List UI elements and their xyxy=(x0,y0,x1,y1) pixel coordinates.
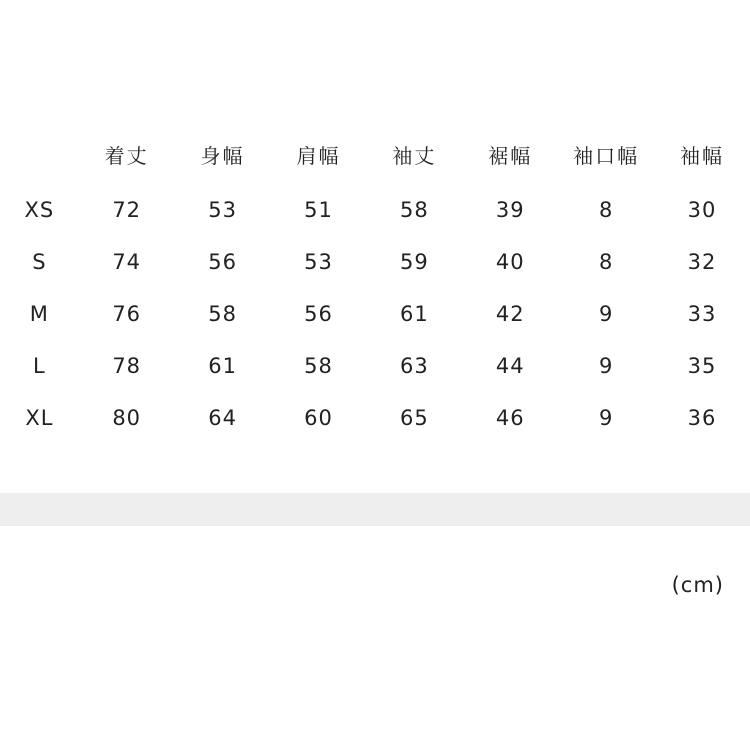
table-row xyxy=(0,184,750,236)
column-header-kitake: 着丈 xyxy=(104,143,149,168)
cell-xl-mihaba: 64 xyxy=(208,406,237,430)
cell-s-katahaba: 53 xyxy=(304,250,333,274)
cell-xs-sodehaba: 30 xyxy=(687,198,717,222)
cell-s-sodeguchihaba: 8 xyxy=(598,250,614,274)
cell-xl-susohaba: 46 xyxy=(495,406,525,430)
cell-s-mihaba: 56 xyxy=(208,250,237,274)
cell-xs-sodeguchihaba: 8 xyxy=(598,198,614,222)
cell-l-katahaba: 58 xyxy=(304,354,333,378)
table-row xyxy=(0,236,750,288)
cell-l-susohaba: 44 xyxy=(495,354,525,378)
cell-l-sodehaba: 35 xyxy=(687,354,717,378)
cell-xl-sodetake: 65 xyxy=(399,406,429,430)
cell-m-mihaba: 58 xyxy=(208,302,237,326)
cell-l-sodetake: 63 xyxy=(399,354,429,378)
cell-xl-sodeguchihaba: 9 xyxy=(598,406,614,430)
column-header-sodehaba: 袖幅 xyxy=(680,143,725,168)
cell-xl-sodehaba: 36 xyxy=(687,406,717,430)
cell-m-katahaba: 56 xyxy=(304,302,333,326)
cell-m-susohaba: 42 xyxy=(495,302,525,326)
cell-m-sodetake: 61 xyxy=(399,302,429,326)
cell-xs-susohaba: 39 xyxy=(495,198,525,222)
cell-m-sodehaba: 33 xyxy=(687,302,717,326)
cell-xs-mihaba: 53 xyxy=(208,198,237,222)
column-header-katahaba: 肩幅 xyxy=(296,143,341,168)
cell-m-sodeguchihaba: 9 xyxy=(598,302,614,326)
cell-s-sodehaba: 32 xyxy=(687,250,717,274)
table-row xyxy=(0,288,750,340)
unit-note: (cm) xyxy=(671,573,724,597)
cell-m-kitake: 76 xyxy=(112,302,142,326)
table-row xyxy=(0,340,750,392)
cell-s-susohaba: 40 xyxy=(495,250,525,274)
row-label-xl: XL xyxy=(25,406,54,430)
row-label-m: M xyxy=(29,302,49,326)
cell-xl-katahaba: 60 xyxy=(304,406,333,430)
header-row xyxy=(0,128,750,184)
table-body xyxy=(0,184,750,444)
cell-l-sodeguchihaba: 9 xyxy=(598,354,614,378)
column-header-sodetake: 袖丈 xyxy=(392,143,437,168)
table-row xyxy=(0,392,750,444)
row-label-s: S xyxy=(32,250,47,274)
column-header-susohaba: 裾幅 xyxy=(488,143,533,168)
cell-s-sodetake: 59 xyxy=(399,250,429,274)
table-corner-cell xyxy=(0,128,79,184)
divider-band xyxy=(0,493,750,526)
column-header-mihaba: 身幅 xyxy=(200,143,245,168)
row-label-l: L xyxy=(33,354,46,378)
size-chart-table xyxy=(0,128,750,444)
cell-l-kitake: 78 xyxy=(112,354,142,378)
row-label-xs: XS xyxy=(24,198,55,222)
cell-xs-kitake: 72 xyxy=(112,198,142,222)
cell-s-kitake: 74 xyxy=(112,250,142,274)
cell-xs-sodetake: 58 xyxy=(399,198,429,222)
cell-l-mihaba: 61 xyxy=(208,354,237,378)
cell-xs-katahaba: 51 xyxy=(304,198,333,222)
cell-xl-kitake: 80 xyxy=(112,406,142,430)
column-header-sodeguchihaba: 袖口幅 xyxy=(573,143,640,168)
table-header xyxy=(0,128,750,184)
